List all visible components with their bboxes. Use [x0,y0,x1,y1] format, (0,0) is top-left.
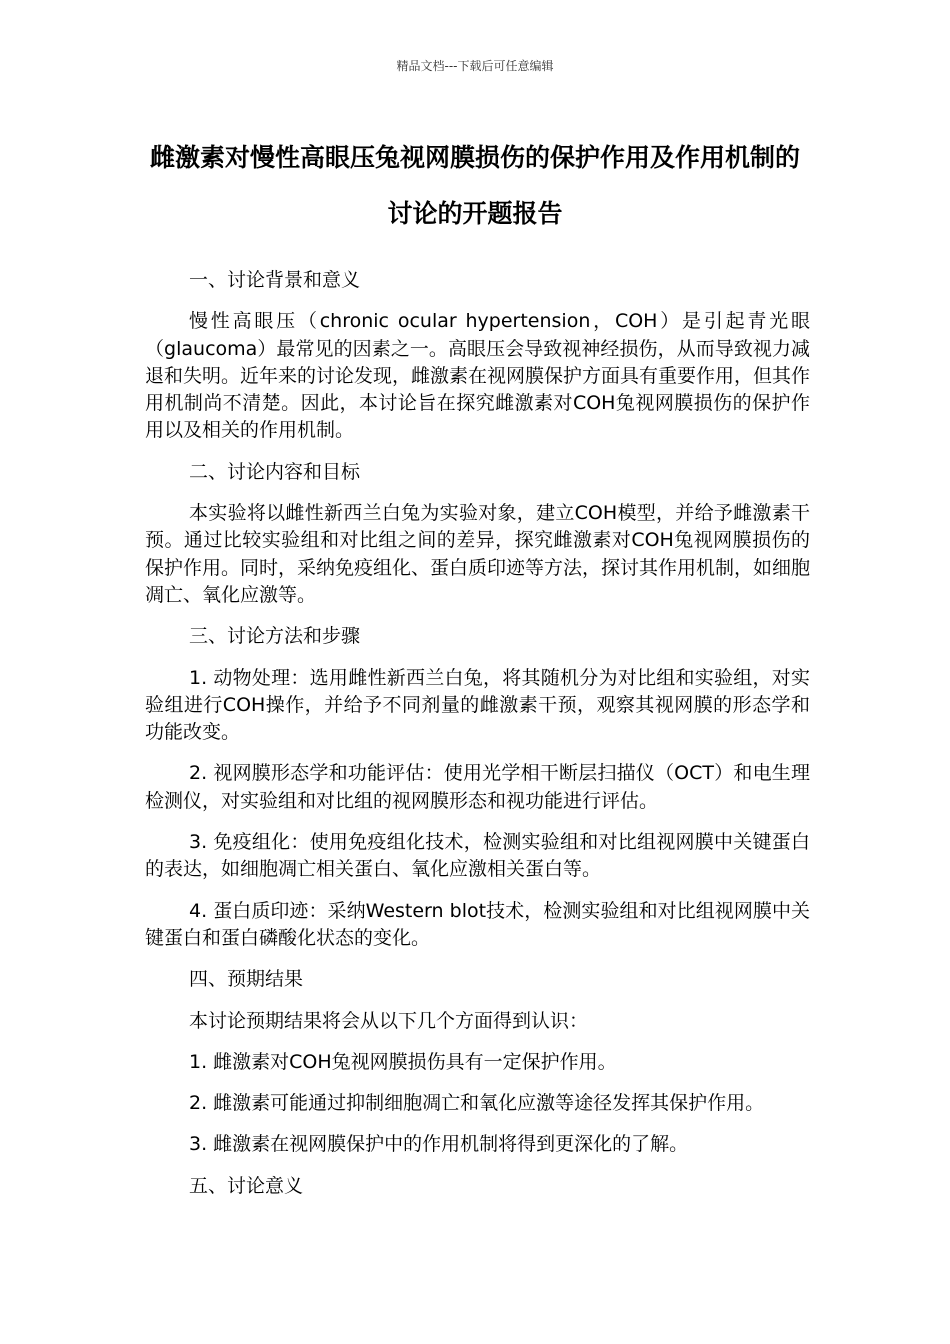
list-item-result-2: 2. 雌激素可能通过抑制细胞凋亡和氧化应激等途径发挥其保护作用。 [189,1092,765,1115]
list-item-method-2: 2. 视网膜形态学和功能评估：使用光学相干断层扫描仪（OCT）和电生理检测仪，对实验组和对比组的视网膜形态和视功能进行评估。 [145,762,810,812]
section-heading-expected-results: 四、预期结果 [189,968,304,991]
list-item-method-4: 4. 蛋白质印迹：采纳Western blot技术，检测实验组和对比组视网膜中关键蛋白和蛋白磷酸化状态的变化。 [145,899,810,949]
section-heading-background: 一、讨论背景和意义 [189,269,361,291]
header-note: 精品文档---下载后可任意编辑 [396,59,554,73]
paragraph-background: 慢性高眼压（chronic ocular hypertension，COH）是引起青光眼（glaucoma）最常见的因素之一。高眼压会导致视神经损伤，从而导致视力减退和失明。近年来的讨论发现，雌激素在视网膜保护方面具有重要作用，但其作用机制尚不清楚。因此，本讨论旨在探究雌激素对COH兔视网膜损伤的保护作用以及相关的作用机制。 [145,310,811,442]
list-item-method-3: 3. 免疫组化：使用免疫组化技术，检测实验组和对比组视网膜中关键蛋白的表达，如细胞凋亡相关蛋白、氧化应激相关蛋白等。 [145,831,810,881]
paragraph-expected-results-intro: 本讨论预期结果将会从以下几个方面得到认识： [189,1009,589,1032]
list-item-method-1: 1. 动物处理：选用雌性新西兰白兔，将其随机分为对比组和实验组，对实验组进行COH操作，并给予不同剂量的雌激素干预，观察其视网膜的形态学和功能改变。 [145,666,810,744]
document-body [145,267,810,1214]
paragraph-content-goals: 本实验将以雌性新西兰白兔为实验对象，建立COH模型，并给予雌激素干预。通过比较实验组和对比组之间的差异，探究雌激素对COH兔视网膜损伤的保护作用。同时，采纳免疫组化、蛋白质印迹等方法，探讨其作用机制，如细胞凋亡、氧化应激等。 [145,502,811,606]
document-title: 雌激素对慢性高眼压兔视网膜损伤的保护作用及作用机制的讨论的开题报告 [149,143,800,228]
section-heading-content-goals: 二、讨论内容和目标 [189,460,361,483]
list-item-result-3: 3. 雌激素在视网膜保护中的作用机制将得到更深化的了解。 [189,1133,689,1156]
section-heading-significance: 五、讨论意义 [189,1174,304,1197]
section-heading-methods: 三、讨论方法和步骤 [189,625,361,648]
list-item-result-1: 1. 雌激素对COH兔视网膜损伤具有一定保护作用。 [189,1050,617,1073]
